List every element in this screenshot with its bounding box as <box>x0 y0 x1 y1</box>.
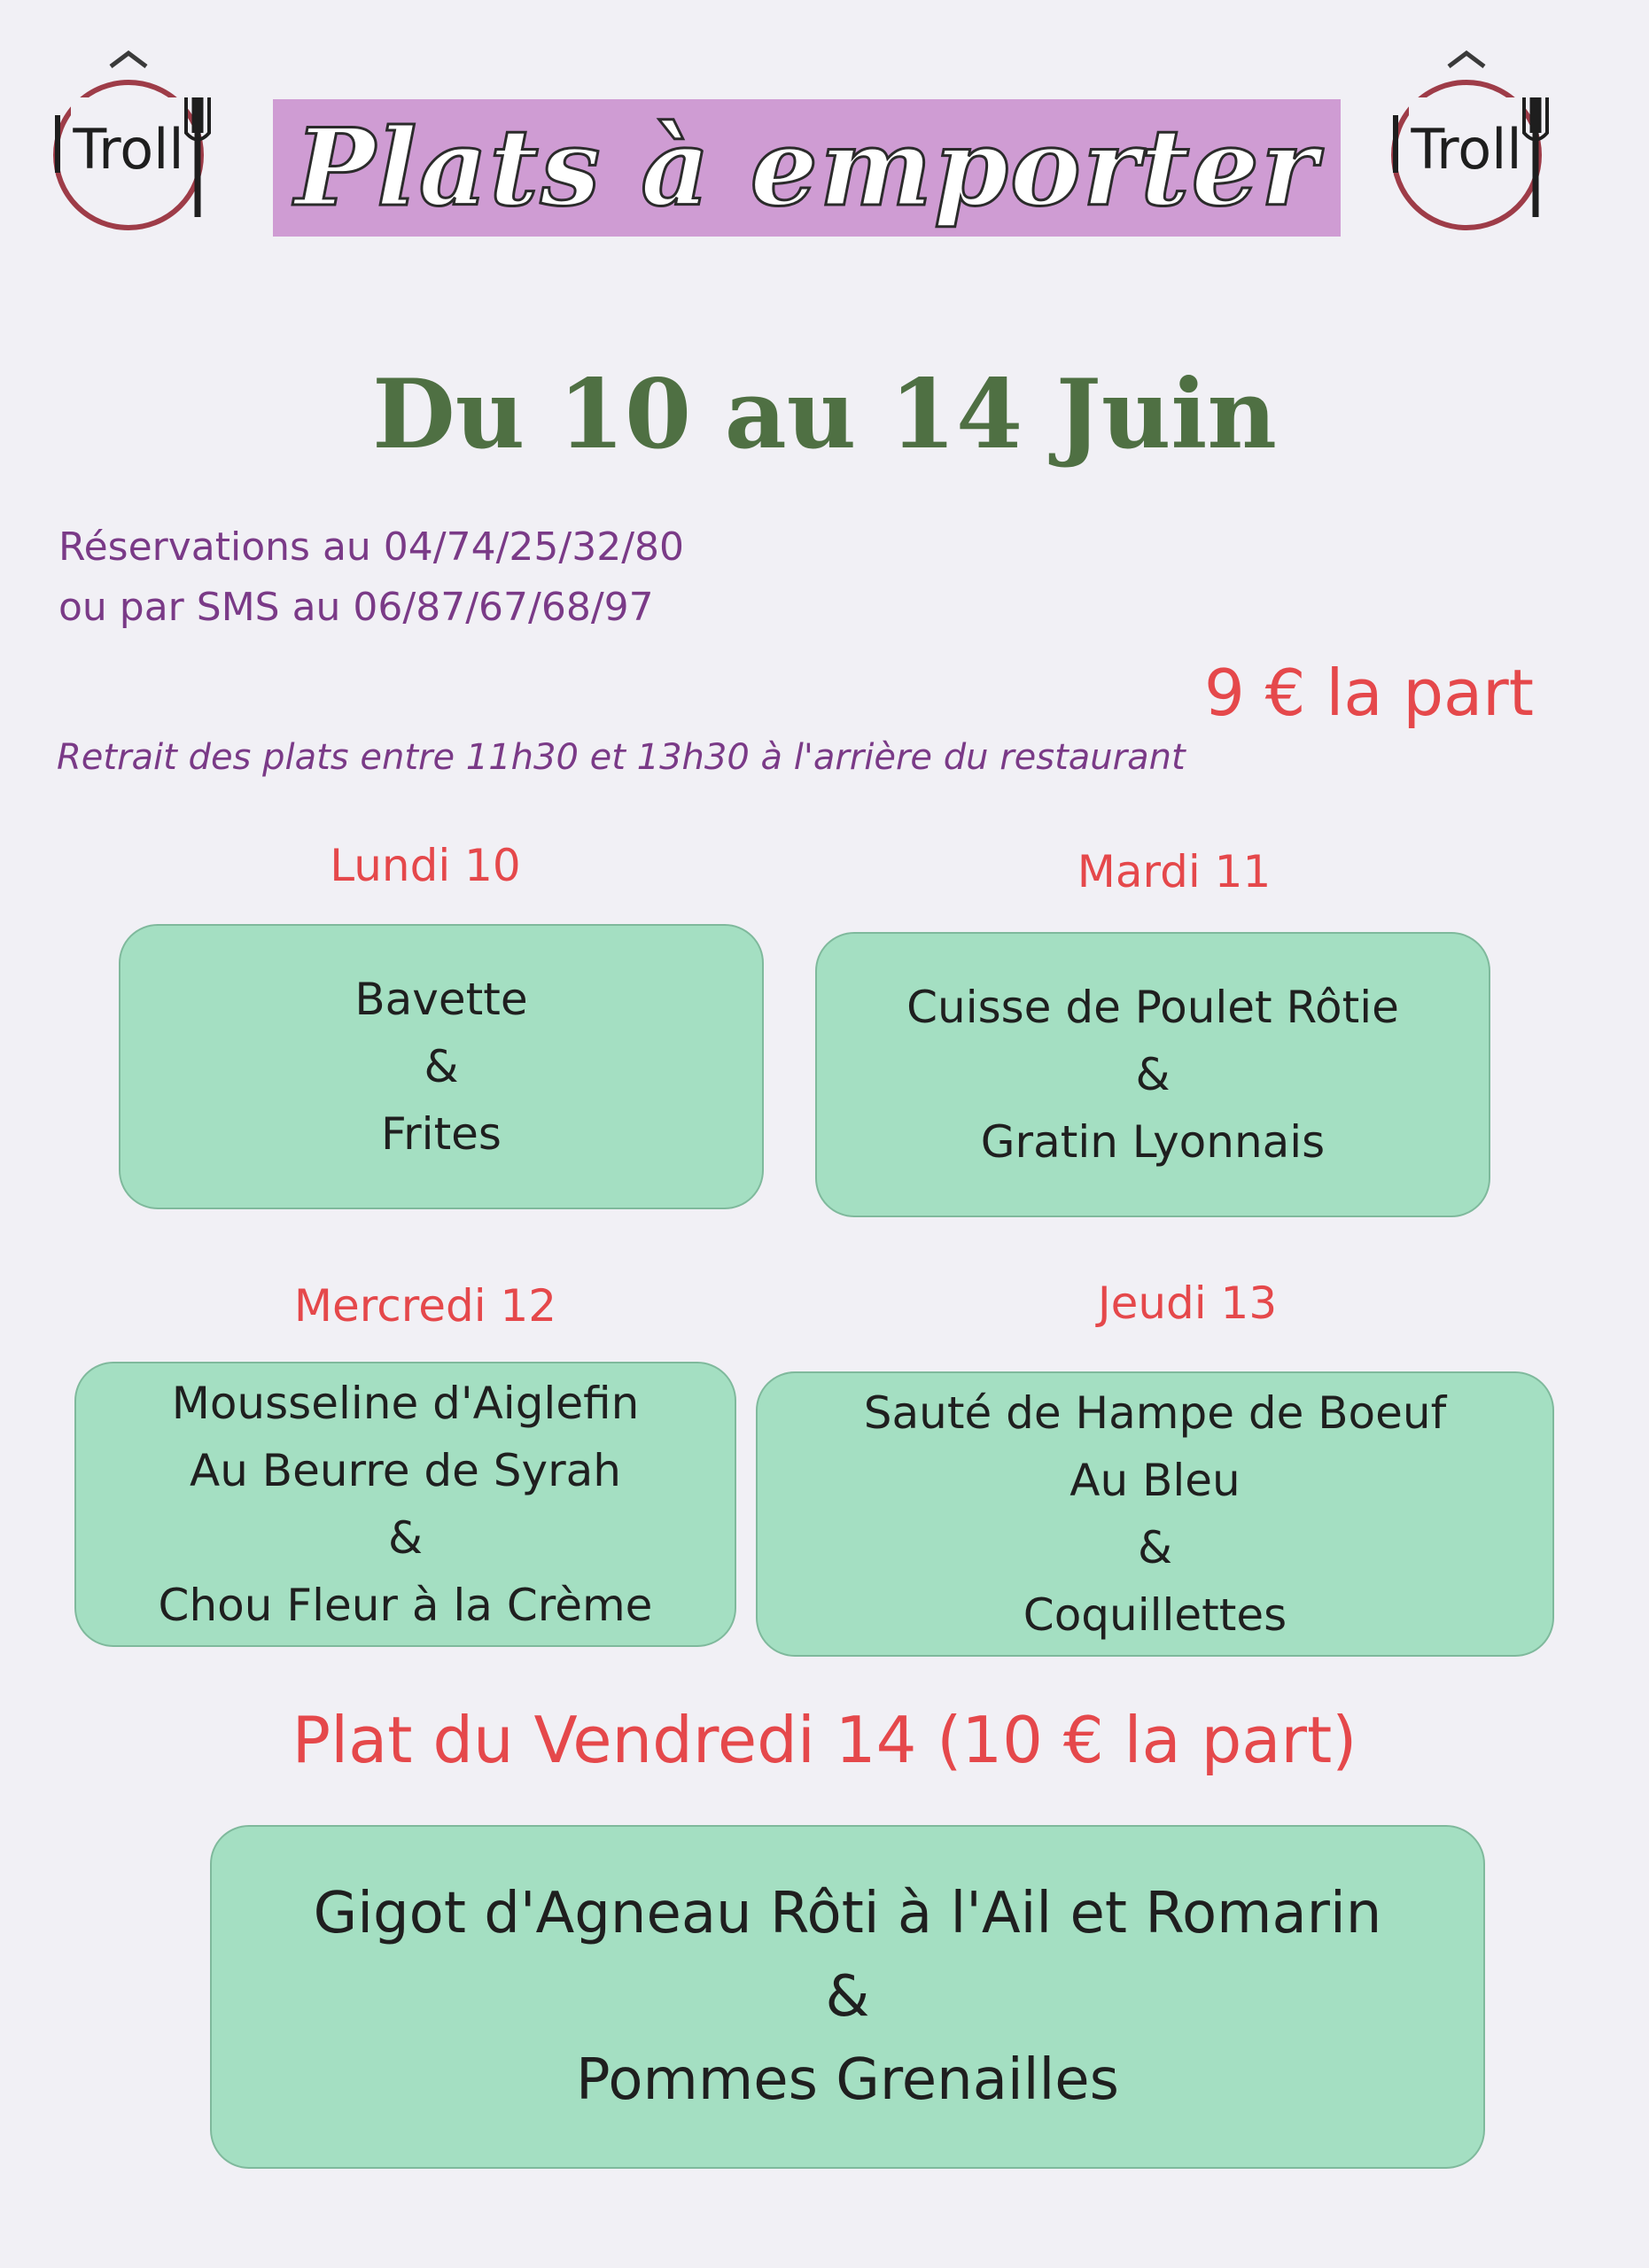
reservation-sms: ou par SMS au 06/87/67/68/97 <box>58 585 654 630</box>
page-title: Plats à emporter <box>294 105 1319 230</box>
dish-line: Frites <box>381 1108 502 1160</box>
pickup-info: Retrait des plats entre 11h30 et 13h30 à l'arrière du restaurant <box>57 737 1186 778</box>
restaurant-logo-icon <box>40 49 217 252</box>
dish-box-thursday <box>756 1371 1554 1657</box>
dish-line: Bavette <box>354 974 528 1025</box>
restaurant-logo-icon <box>1378 49 1555 252</box>
dish-line: Chou Fleur à la Crème <box>158 1580 653 1631</box>
dish-line: Cuisse de Poulet Rôtie <box>906 982 1399 1033</box>
dish-line: Coquillettes <box>1023 1589 1287 1641</box>
dish-line: Au Beurre de Syrah <box>190 1445 621 1496</box>
price-per-portion: 9 € la part <box>1203 656 1534 730</box>
friday-title: Plat du Vendredi 14 (10 € la part) <box>292 1703 1357 1777</box>
svg-text:Troll: Troll <box>73 117 184 182</box>
dish-line: & <box>388 1512 423 1564</box>
dish-line: Au Bleu <box>1070 1455 1241 1506</box>
dish-box-wednesday <box>74 1362 736 1647</box>
dish-box-monday <box>119 924 764 1209</box>
dish-line: & <box>1135 1049 1171 1100</box>
dish-line: & <box>1138 1522 1172 1573</box>
date-range: Du 10 au 14 Juin <box>372 359 1277 470</box>
dish-line: & <box>825 1964 870 2030</box>
day-label-thursday: Jeudi 13 <box>1097 1278 1278 1329</box>
svg-text:Troll: Troll <box>1411 117 1522 182</box>
reservation-phone: Réservations au 04/74/25/32/80 <box>58 524 685 570</box>
day-label-tuesday: Mardi 11 <box>1077 846 1272 897</box>
day-label-wednesday: Mercredi 12 <box>293 1280 557 1332</box>
dish-box-tuesday <box>815 932 1490 1217</box>
dish-line: Sauté de Hampe de Boeuf <box>863 1387 1447 1439</box>
dish-box-friday <box>210 1825 1485 2169</box>
dish-line: Gigot d'Agneau Rôti à l'Ail et Romarin <box>313 1881 1382 1946</box>
dish-line: Gratin Lyonnais <box>980 1116 1326 1168</box>
dish-line: Mousseline d'Aiglefin <box>171 1378 640 1429</box>
day-label-monday: Lundi 10 <box>330 840 521 891</box>
dish-line: Pommes Grenailles <box>576 2047 1119 2113</box>
dish-line: & <box>424 1041 459 1092</box>
title-banner <box>273 99 1341 237</box>
